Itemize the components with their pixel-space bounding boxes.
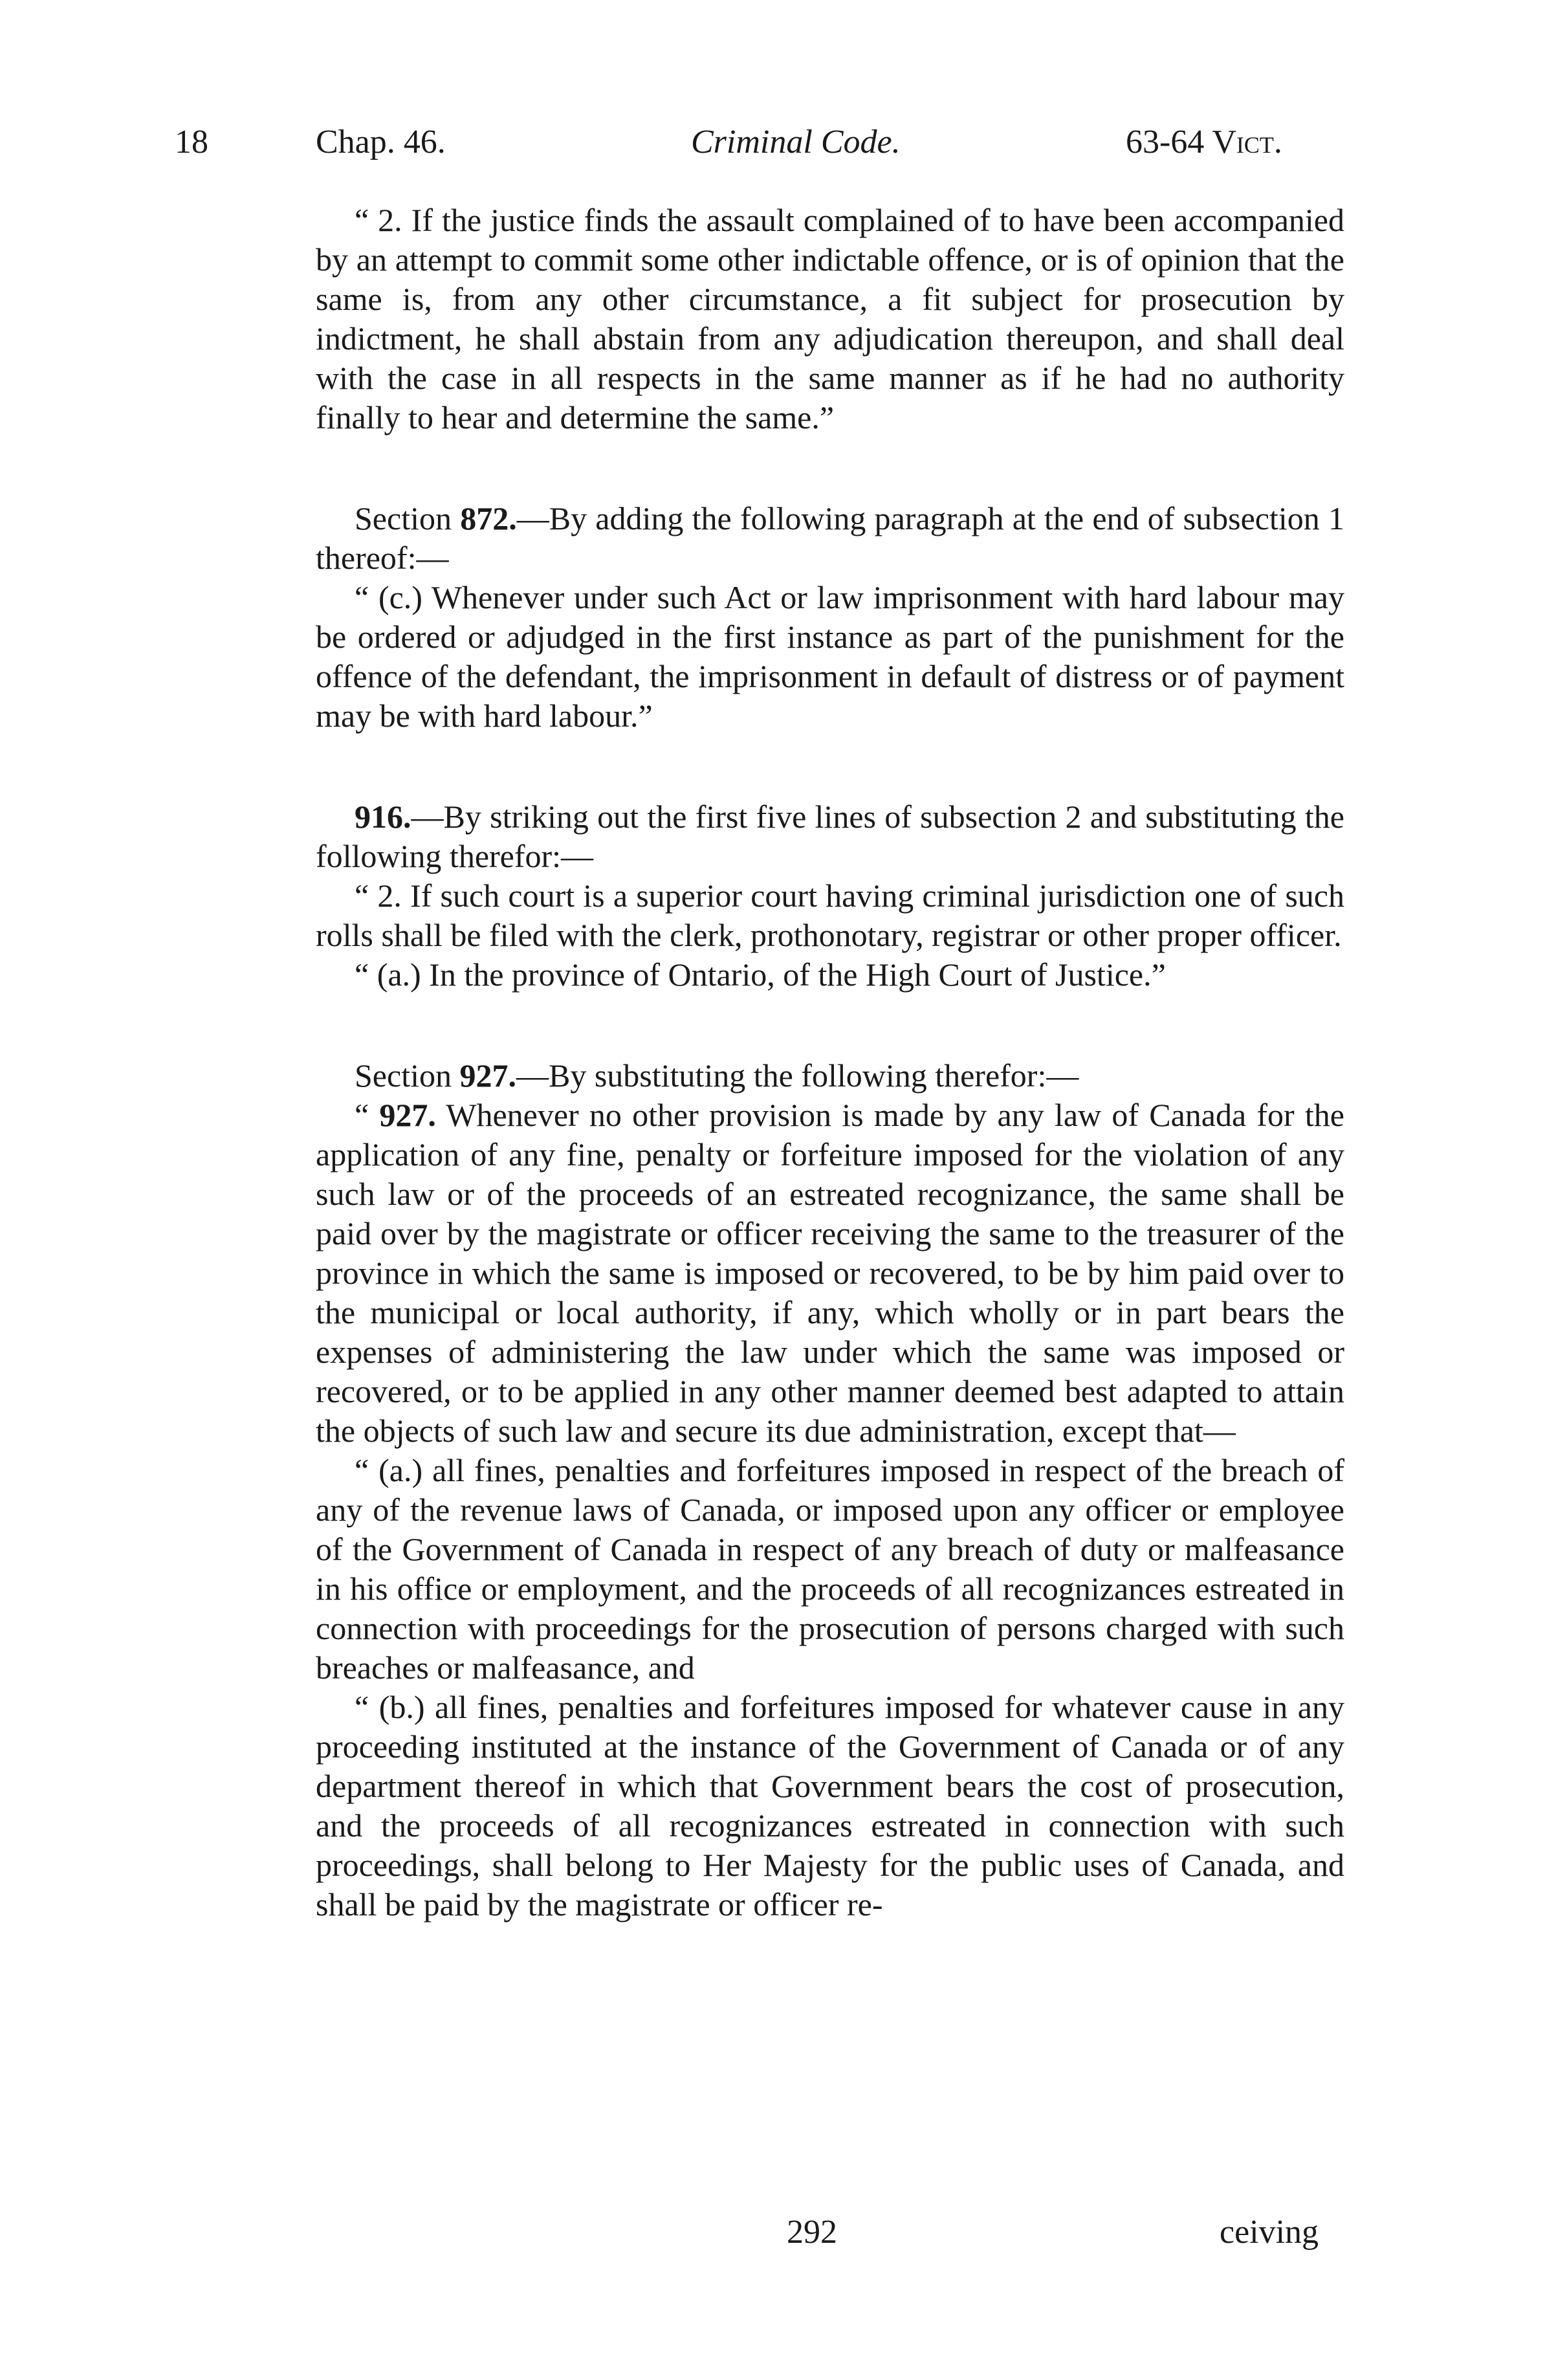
folio-number: 292 <box>787 2214 837 2251</box>
paragraph-c: “ (c.) Whenever under such Act or law imprisonment with hard labour may be ordered or adjudged in the first instance as part of the punishment for the offence of the defendant, the imprisonment in default of distress or of payment may be with hard labour.” <box>316 579 1344 734</box>
section-lead: Section <box>355 1057 460 1094</box>
paragraph-b-fines: “ (b.) all fines, penalties and forfeitures imposed for whatever cause in any proceeding instituted at the instance of the Government of Canada or of any department thereof in which that Government bears the cost of prosecution, and the proceeds of all recognizances estreated in connection with such proceedings, shall belong to Her Majesty for the public uses of Canada, and shall be paid by the magistrate or officer re- <box>316 1689 1344 1923</box>
amendment-section-872 <box>316 499 1344 578</box>
section-lead: Section <box>355 500 461 536</box>
section-number-927-quoted: 927. <box>379 1097 436 1133</box>
section-number-916: 916. <box>355 799 411 835</box>
amendment-section-927 <box>316 1056 1344 1096</box>
running-header <box>0 123 1545 175</box>
regnal-year: 63-64 Vict. <box>1126 124 1282 160</box>
quote-mark: “ <box>355 1097 380 1133</box>
section-927-text <box>316 1096 1344 1451</box>
paragraph-a-fines: “ (a.) all fines, penalties and forfeitures imposed in respect of the breach of any of the revenue laws of Canada, or imposed upon any officer or employee of the Government of Canada in respect of any breach of duty or malfeasance in his office or employment, and the proceeds of all recognizances estreated in connection with proceedings for the prosecution of persons charged with such breaches or malfeasance, and <box>316 1452 1344 1686</box>
page-number: 18 <box>175 124 208 160</box>
amendment-text: —By substituting the following therefor:— <box>516 1057 1079 1094</box>
amendment-text: —By striking out the first five lines of subsection 2 and substituting the following therefor:— <box>316 799 1344 874</box>
page-footer <box>0 2213 1545 2265</box>
section-927-body: Whenever no other provision is made by any law of Canada for the application of any fine, penalty or forfeiture imposed for the violation of any such law or of the proceeds of an estreated recognizance, the same shall be paid over by the magistrate or officer receiving the same to the treasurer of the province in which the same is imposed or recovered, to be by him paid over to the municipal or local authority, if any, which wholly or in part bears the expenses of administering the law under which the same was imposed or recovered, or to be applied in any other manner deemed best adapted to attain the objects of such law and secure its due administration, except that— <box>316 1097 1344 1449</box>
subsection-2-text: “ 2. If such court is a superior court having criminal jurisdiction one of such rolls shall be filed with the clerk, prothonotary, registrar or other proper officer. <box>316 877 1344 953</box>
quoted-subsection-2: “ 2. If the justice finds the assault complained of to have been accompanied by an attempt to commit some other indictable offence, or is of opinion that the same is, from any other circumstance, a fit subject for prosecution by indictment, he shall abstain from any adjudication thereupon, and shall deal with the case in all respects in the same manner as if he had no authority finally to hear and determine the same.” <box>316 202 1344 435</box>
section-number-927: 927. <box>459 1057 516 1094</box>
paragraph-a-ontario: “ (a.) In the province of Ontario, of the High Court of Justice.” <box>355 956 1166 993</box>
running-title: Criminal Code. <box>691 124 901 160</box>
chapter-label: Chap. 46. <box>316 124 446 160</box>
catchword: ceiving <box>1220 2214 1319 2251</box>
amendment-section-916 <box>316 797 1344 876</box>
section-number-872: 872. <box>460 500 517 536</box>
amendment-text: —By adding the following paragraph at the end of subsection 1 thereof:— <box>316 500 1344 576</box>
body-text <box>316 201 1344 1924</box>
